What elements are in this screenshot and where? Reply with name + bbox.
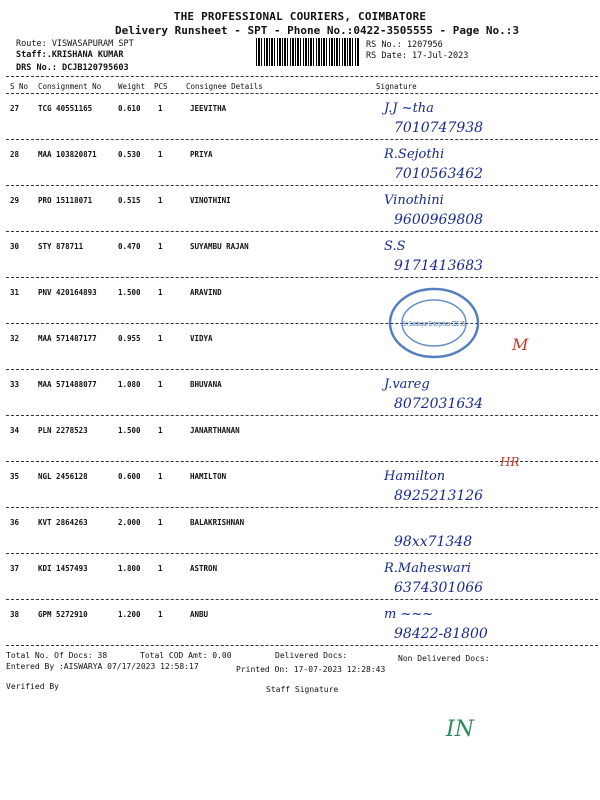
total-cod: Total COD Amt: 0.00 xyxy=(140,651,232,660)
row-weight: 0.470 xyxy=(118,242,141,251)
signature-phone: 8925213126 xyxy=(394,488,484,504)
row-separator xyxy=(6,645,598,646)
row-consignee: PRIYA xyxy=(190,150,213,159)
table-row xyxy=(0,554,600,600)
row-weight: 0.955 xyxy=(118,334,141,343)
signature-scrawl xyxy=(370,554,598,600)
row-weight: 0.610 xyxy=(118,104,141,113)
table-row xyxy=(0,232,600,278)
table-row xyxy=(0,600,600,646)
signature-name: R.Sejothi xyxy=(384,147,445,162)
row-consignment: MAA 571488077 xyxy=(38,380,97,389)
row-weight: 1.200 xyxy=(118,610,141,619)
row-consignee: JEEVITHA xyxy=(190,104,227,113)
signature-name: Vinothini xyxy=(384,193,444,208)
col-consignment: Consignment No xyxy=(38,82,102,91)
signature-phone: 7010747938 xyxy=(394,120,484,136)
table-row xyxy=(0,370,600,416)
verified-by: Verified By xyxy=(6,682,59,691)
row-pcs: 1 xyxy=(158,564,163,573)
route: Route: VISWASAPURAM SPT xyxy=(16,39,134,49)
row-sno: 31 xyxy=(10,288,20,297)
row-consignee: HAMILTON xyxy=(190,472,227,481)
row-weight: 0.530 xyxy=(118,150,141,159)
row-consignee: ASTRON xyxy=(190,564,218,573)
row-consignment: STY 878711 xyxy=(38,242,84,251)
signature-name: J.vareg xyxy=(384,377,430,392)
row-weight: 1.500 xyxy=(118,288,141,297)
signature-phone: 98422-81800 xyxy=(394,626,488,642)
row-pcs: 1 xyxy=(158,334,163,343)
barcode xyxy=(256,38,360,66)
row-pcs: 1 xyxy=(158,518,163,527)
stamp-text: Sri Sandaiyar Enterprises CBE-35 xyxy=(403,320,465,328)
header-top-rule xyxy=(6,76,598,77)
row-pcs: 1 xyxy=(158,150,163,159)
row-consignee: VINOTHINI xyxy=(190,196,231,205)
row-consignment: PRO 15118071 xyxy=(38,196,93,205)
row-pcs: 1 xyxy=(158,196,163,205)
signature-scrawl xyxy=(370,94,598,140)
row-consignee: JANARTHANAN xyxy=(190,426,240,435)
bottom-initials xyxy=(440,700,500,750)
table-row xyxy=(0,140,600,186)
row-pcs: 1 xyxy=(158,610,163,619)
table-row xyxy=(0,455,600,508)
drs-number: DRS No.: DCJB120795603 xyxy=(16,63,129,73)
signature-name: J.J ~tha xyxy=(384,101,434,116)
printed-on: Printed On: 17-07-2023 12:28:43 xyxy=(236,665,386,674)
signature-scrawl xyxy=(370,140,598,186)
row-sno: 34 xyxy=(10,426,20,435)
red-initial-mark: M xyxy=(512,335,529,354)
table-row xyxy=(0,508,600,554)
row-consignee: ARAVIND xyxy=(190,288,222,297)
row-sno: 37 xyxy=(10,564,20,573)
entered-by: Entered By :AISWARYA 07/17/2023 12:58:17 xyxy=(6,662,199,671)
signature-name: m ~~~ xyxy=(384,607,434,622)
col-signature: Signature xyxy=(376,82,417,91)
non-delivered-docs: Non Delivered Docs: xyxy=(398,654,490,663)
row-consignment: PLN 2278523 xyxy=(38,426,88,435)
bottom-mark-text: IN xyxy=(446,717,474,742)
signature-phone: 9171413683 xyxy=(394,258,484,274)
row-sno: 29 xyxy=(10,196,20,205)
row-consignment: MAA 103820871 xyxy=(38,150,97,159)
table-row xyxy=(0,324,600,370)
red-hr-mark: HR xyxy=(500,455,520,469)
row-sno: 28 xyxy=(10,150,20,159)
signature-scrawl xyxy=(370,370,598,416)
table-row xyxy=(0,94,600,140)
row-sno: 35 xyxy=(10,472,20,481)
row-pcs: 1 xyxy=(158,426,163,435)
row-consignee: VIDYA xyxy=(190,334,213,343)
row-consignee: BHUVANA xyxy=(190,380,222,389)
row-consignment: PNV 420164893 xyxy=(38,288,97,297)
staff-signature: Staff Signature xyxy=(266,685,339,694)
signature-scrawl xyxy=(370,600,598,646)
row-weight: 2.000 xyxy=(118,518,141,527)
row-consignee: SUYAMBU RAJAN xyxy=(190,242,249,251)
signature-name: R.Maheswari xyxy=(384,561,471,576)
table-row xyxy=(0,278,600,324)
col-consignee: Consignee Details xyxy=(186,82,263,91)
col-sno: S No xyxy=(10,82,29,91)
signature-name: Hamilton xyxy=(384,469,446,484)
col-pcs: PCS xyxy=(154,82,168,91)
signature-phone: 8072031634 xyxy=(394,396,484,412)
row-pcs: 1 xyxy=(158,288,163,297)
company-stamp xyxy=(384,286,480,360)
signature-scrawl xyxy=(370,186,598,232)
rs-date: RS Date: 17-Jul-2023 xyxy=(366,51,469,61)
row-consignment: GPM 5272910 xyxy=(38,610,88,619)
row-consignment: KVT 2864263 xyxy=(38,518,88,527)
row-sno: 36 xyxy=(10,518,20,527)
signature-phone: 98xx71348 xyxy=(394,534,473,550)
delivered-docs: Delivered Docs: xyxy=(275,651,348,660)
row-weight: 0.600 xyxy=(118,472,141,481)
signature-phone: 7010563462 xyxy=(394,166,484,182)
signature-phone: 6374301066 xyxy=(394,580,484,596)
signature-scrawl xyxy=(370,455,598,508)
row-sno: 32 xyxy=(10,334,20,343)
row-pcs: 1 xyxy=(158,242,163,251)
row-sno: 27 xyxy=(10,104,20,113)
company-title: THE PROFESSIONAL COURIERS, COIMBATORE xyxy=(173,10,427,23)
row-weight: 0.515 xyxy=(118,196,141,205)
signature-name: S.S xyxy=(384,239,406,254)
total-docs: Total No. Of Docs: 38 xyxy=(6,651,108,660)
table-row xyxy=(0,186,600,232)
row-consignee: BALAKRISHNAN xyxy=(190,518,245,527)
col-weight: Weight xyxy=(118,82,146,91)
row-sno: 30 xyxy=(10,242,20,251)
runsheet-title: Delivery Runsheet - SPT - Phone No.:0422-3505555 - Page No.:3 xyxy=(115,24,519,37)
row-sno: 38 xyxy=(10,610,20,619)
signature-phone: 9600969808 xyxy=(394,212,484,228)
row-pcs: 1 xyxy=(158,104,163,113)
signature-scrawl xyxy=(370,232,598,278)
row-pcs: 1 xyxy=(158,472,163,481)
row-consignment: KDI 1457493 xyxy=(38,564,88,573)
rs-number: RS No.: 1207956 xyxy=(366,40,443,50)
row-weight: 1.080 xyxy=(118,380,141,389)
row-sno: 33 xyxy=(10,380,20,389)
row-consignment: TCG 40551165 xyxy=(38,104,93,113)
row-weight: 1.800 xyxy=(118,564,141,573)
row-consignee: ANBU xyxy=(190,610,209,619)
row-consignment: MAA 571487177 xyxy=(38,334,97,343)
signature-scrawl xyxy=(370,508,598,554)
staff: Staff:.KRISHANA KUMAR xyxy=(16,50,124,60)
row-weight: 1.500 xyxy=(118,426,141,435)
signature-scrawl xyxy=(370,416,598,462)
row-pcs: 1 xyxy=(158,380,163,389)
row-consignment: NGL 2456128 xyxy=(38,472,88,481)
